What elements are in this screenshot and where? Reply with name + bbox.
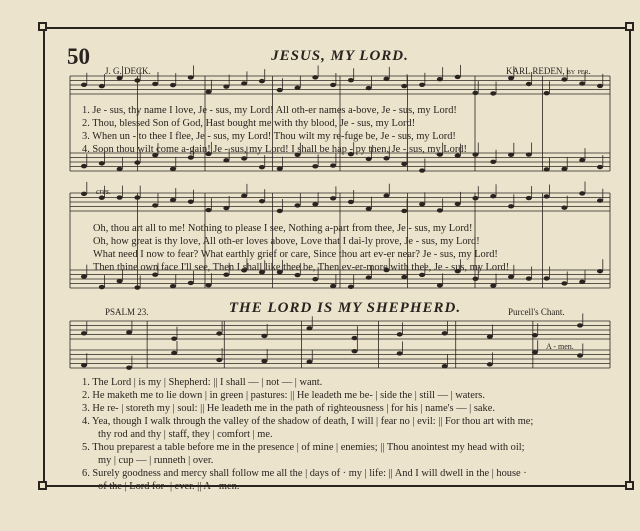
note-head (188, 200, 194, 204)
note-head (330, 163, 336, 167)
note-head (526, 82, 532, 86)
note-head (437, 208, 443, 212)
note-head (597, 165, 603, 169)
note-head (577, 323, 583, 327)
page-number: 50 (67, 44, 90, 69)
note-head (259, 199, 265, 203)
verse-line: of the | Lord for- | ever. || A - men. (98, 481, 240, 492)
note-head (597, 198, 603, 202)
note-head (508, 153, 514, 157)
note-head (419, 83, 425, 87)
note-head (99, 196, 105, 200)
note-head (295, 203, 301, 207)
note-head (134, 78, 140, 82)
note-head (277, 209, 283, 213)
note-head (171, 351, 177, 355)
note-head (472, 196, 478, 200)
note-head (532, 350, 538, 354)
note-head (490, 194, 496, 198)
verse-line: 4. Yea, though I walk through the valley of the shadow of death, I will | fear no | evil: || For thou art with me; (82, 416, 534, 427)
verse-line: thy rod and thy | staff, they | comfort | me. (98, 429, 273, 440)
note-head (117, 279, 123, 283)
note-head (401, 275, 407, 279)
note-head (348, 200, 354, 204)
note-head (579, 280, 585, 284)
note-head (330, 284, 336, 288)
note-head (383, 193, 389, 197)
note-head (472, 91, 478, 95)
note-head (241, 194, 247, 198)
note-head (544, 194, 550, 198)
note-head (397, 332, 403, 336)
note-head (223, 158, 229, 162)
hymn-title: THE LORD IS MY SHEPHERD. (228, 300, 462, 316)
note-head (508, 76, 514, 80)
verse-line: 6. Surely goodness and mercy shall follow me all the | days of · my | life: || And I will dwell in the | house · (82, 468, 527, 479)
note-head (312, 277, 318, 281)
note-head (544, 167, 550, 171)
note-head (134, 160, 140, 164)
note-head (99, 84, 105, 88)
note-head (152, 203, 158, 207)
note-head (330, 196, 336, 200)
note-head (312, 164, 318, 168)
note-head (401, 209, 407, 213)
lyric-line: Then thine own face I'll see, Then I shall like thee be, Then ev-er-more with thee, Je - sus, my Lord! (93, 262, 510, 273)
note-head (348, 78, 354, 82)
note-head (597, 84, 603, 88)
note-head (526, 196, 532, 200)
note-head (223, 206, 229, 210)
note-head (442, 364, 448, 368)
lyric-line: 3. When un - to thee I flee, Je - sus, my Lord! Thou wilt my re-fuge be, Je - sus, my Lord! (82, 131, 456, 142)
amen-label: A - men. (546, 342, 574, 351)
note-head (312, 75, 318, 79)
note-head (437, 283, 443, 287)
note-head (487, 362, 493, 366)
note-head (81, 274, 87, 278)
note-head (261, 359, 267, 363)
verse-line: my | cup — | runneth | over. (98, 455, 214, 466)
note-head (81, 164, 87, 168)
note-head (188, 281, 194, 285)
note-head (306, 326, 312, 330)
note-head (352, 349, 358, 353)
note-head (561, 167, 567, 171)
note-head (81, 363, 87, 367)
note-head (352, 336, 358, 340)
note-head (206, 283, 212, 287)
note-head (134, 195, 140, 199)
note-head (401, 162, 407, 166)
author-credit: J. G. DECK. (105, 66, 151, 76)
note-head (577, 353, 583, 357)
note-head (117, 195, 123, 199)
note-head (579, 81, 585, 85)
note-head (579, 158, 585, 162)
note-head (99, 161, 105, 165)
note-head (455, 202, 461, 206)
note-head (170, 198, 176, 202)
note-head (170, 284, 176, 288)
note-head (490, 160, 496, 164)
note-head (401, 84, 407, 88)
hymn-title: JESUS, MY LORD. (271, 48, 409, 64)
note-head (241, 81, 247, 85)
note-head (261, 334, 267, 338)
note-head (117, 167, 123, 171)
note-head (259, 165, 265, 169)
note-head (126, 365, 132, 369)
note-head (508, 275, 514, 279)
note-head (134, 285, 140, 289)
lyric-line: 4. Soon thou wilt come a-gain! Je - sus, my Lord! I shall be hap - py then, Je - sus, my Lord! (82, 144, 467, 155)
note-head (579, 191, 585, 195)
note-head (312, 202, 318, 206)
psalm-reference: PSALM 23. (105, 307, 149, 317)
note-head (206, 90, 212, 94)
note-head (152, 82, 158, 86)
note-head (330, 83, 336, 87)
note-head (117, 76, 123, 80)
note-head (442, 331, 448, 335)
verse-line: 2. He maketh me to lie down | in green | pastures: || He leadeth me be- | side the | still — | waters. (82, 390, 485, 401)
lyric-line: What need I now to fear? What earthly grief or care, Since thou art ev-er near? Je - sus, my Lord! (93, 249, 498, 260)
note-head (419, 168, 425, 172)
lyric-line: Oh, thou art all to me! Nothing to please I see, Nothing a-part from thee, Je - sus, my Lord! (93, 223, 473, 234)
note-head (383, 77, 389, 81)
note-head (171, 336, 177, 340)
note-head (472, 277, 478, 281)
note-head (455, 75, 461, 79)
note-head (437, 77, 443, 81)
verse-line: 5. Thou preparest a table before me in the presence | of mine | enemies; || Thou anointest my head with oil; (82, 442, 525, 453)
note-head (508, 204, 514, 208)
dynamic-mark: cres. (96, 187, 112, 196)
note-head (277, 88, 283, 92)
note-head (526, 152, 532, 156)
note-head (295, 86, 301, 90)
note-head (81, 192, 87, 196)
verse-line: 3. He re- | storeth my | soul: || He leadeth me in the path of righteousness | for his | name's — | sake. (82, 403, 495, 414)
note-head (306, 360, 312, 364)
note-head (366, 207, 372, 211)
note-head (472, 152, 478, 156)
note-head (561, 77, 567, 81)
note-head (532, 333, 538, 337)
note-head (490, 283, 496, 287)
note-head (487, 334, 493, 338)
note-head (206, 208, 212, 212)
note-head (544, 91, 550, 95)
note-head (223, 84, 229, 88)
lyric-line: 2. Thou, blessed Son of God, Hast bought me with thy blood, Je - sus, my Lord! (82, 118, 416, 129)
composer-credit: Purcell's Chant. (508, 307, 565, 317)
note-head (348, 285, 354, 289)
note-head (126, 330, 132, 334)
lyric-line: 1. Je - sus, thy name I love, Je - sus, my Lord! All oth-er names a-bove, Je - sus, my Lord! (82, 105, 457, 116)
note-head (366, 157, 372, 161)
note-head (526, 276, 532, 280)
note-head (490, 91, 496, 95)
composer-credit: KARL REDEN, by per. (506, 66, 591, 76)
note-head (81, 331, 87, 335)
note-head (81, 83, 87, 87)
note-head (419, 202, 425, 206)
note-head (170, 167, 176, 171)
note-head (561, 281, 567, 285)
note-head (366, 275, 372, 279)
note-head (366, 86, 372, 90)
lyric-line: Oh, how great is thy love, All oth-er loves above, Love that I dai-ly prove, Je - sus, my Lord! (93, 236, 480, 247)
note-head (99, 285, 105, 289)
note-head (544, 276, 550, 280)
note-head (561, 206, 567, 210)
note-head (170, 83, 176, 87)
note-head (216, 331, 222, 335)
note-head (397, 351, 403, 355)
note-head (277, 167, 283, 171)
verse-line: 1. The Lord | is my | Shepherd: || I shall — | not — | want. (82, 377, 323, 388)
note-head (597, 269, 603, 273)
note-head (259, 79, 265, 83)
note-head (216, 358, 222, 362)
note-head (188, 75, 194, 79)
